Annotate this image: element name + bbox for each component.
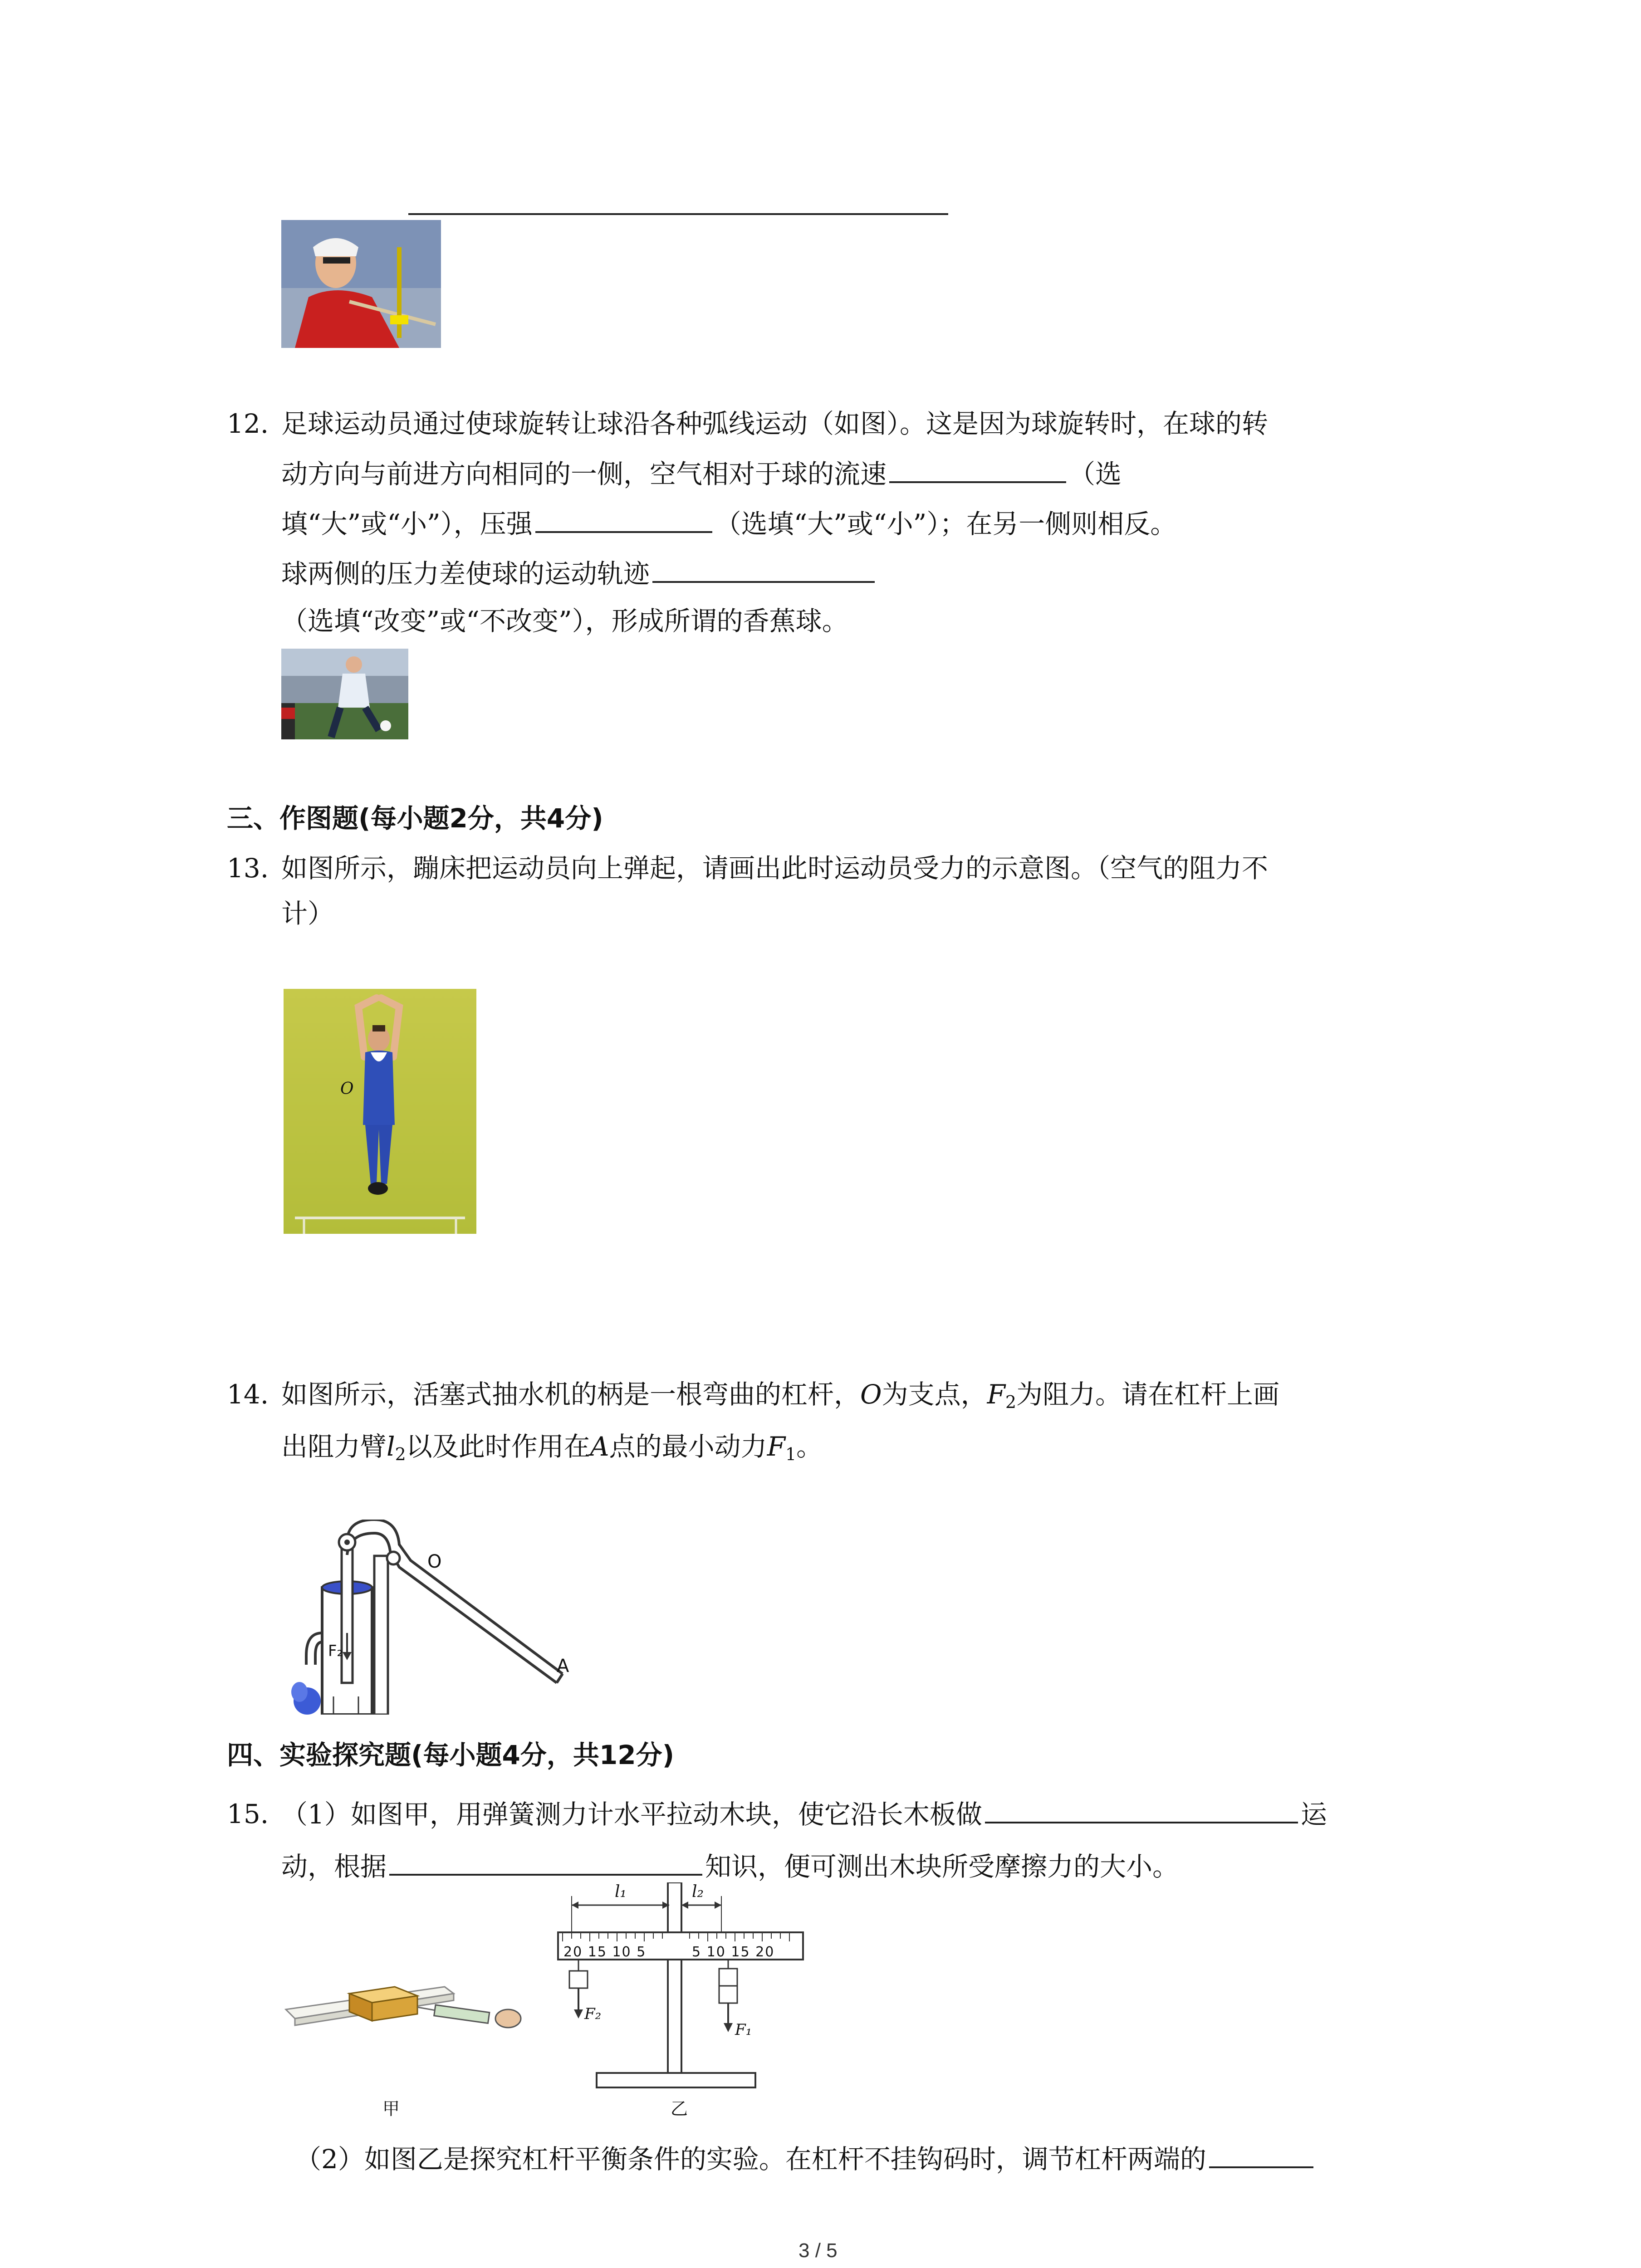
q12-line-3 (281, 510, 1176, 537)
archer-photo (281, 220, 441, 348)
figure-jia-friction (281, 1960, 535, 2096)
pump-f2-label: F₂ (328, 1642, 343, 1660)
q15-line-3-text: （2）如图乙是探究杠杆平衡条件的实验。在杠杆不挂钩码时，调节杠杆两端的 (295, 2144, 1206, 2175)
q15-blank-adjust[interactable] (1209, 2146, 1313, 2168)
lever-f2-label: F₂ (584, 2005, 602, 2023)
q13-line-1: 如图所示，蹦床把运动员向上弹起，请画出此时运动员受力的示意图。（空气的阻力不 (281, 853, 1269, 884)
trampoline-photo (284, 989, 476, 1234)
q12-line-4-text: 球两侧的压力差使球的运动轨迹 (281, 558, 650, 589)
q12-line-3-text: 填“大”或“小”），压强 (281, 508, 533, 539)
q11-answer-blank[interactable] (408, 213, 948, 215)
q14-line-1-a: 如图所示，活塞式抽水机的柄是一根弯曲的杠杆， (281, 1379, 861, 1410)
q15-blank-knowledge[interactable] (389, 1853, 702, 1876)
lever-f1-label: F₁ (735, 2021, 752, 2039)
q14-line-2-a: 出阻力臂 (281, 1431, 387, 1462)
page-number: 3 / 5 (798, 2239, 838, 2262)
q14-line-2-d: 。 (796, 1431, 823, 1462)
q14-f2-subscript: 2 (1005, 1392, 1017, 1412)
ruler-tick-label: 15 (731, 1944, 750, 1960)
ruler-tick-label: 20 (755, 1944, 775, 1960)
q14-number: 14. (227, 1379, 269, 1410)
section-4-title: 四、实验探究题(每小题4分，共12分) (227, 1740, 675, 1770)
q12-line-2-tail: （选 (1069, 459, 1122, 489)
q14-line-2-b: 以及此时作用在 (406, 1431, 590, 1462)
q15-line-1 (281, 1801, 1327, 1828)
figure-yi-lever (554, 1882, 808, 2091)
q14-line-1-c: 为阻力。请在杠杆上画 (1016, 1379, 1280, 1410)
q14-line-1-b: 为支点， (882, 1379, 987, 1410)
pump-fulcrum-o-label: O (427, 1551, 442, 1572)
figure-jia-label: 甲 (382, 2099, 400, 2119)
q15-line-2-a: 动，根据 (281, 1851, 387, 1882)
lever-l2-label: l₂ (692, 1882, 704, 1901)
ruler-tick-label: 5 (692, 1944, 702, 1960)
q14-f1-symbol: F (767, 1431, 785, 1462)
ruler-tick-labels-right (692, 1944, 774, 1960)
q12-blank-flow-speed[interactable] (889, 460, 1066, 483)
ruler-tick-label: 10 (612, 1944, 632, 1960)
q12-line-5: （选填“改变”或“不改变”），形成所谓的香蕉球。 (281, 606, 848, 636)
q13-line-2: 计） (281, 898, 334, 929)
ruler-tick-label: 20 (563, 1944, 583, 1960)
q15-line-2-b: 知识，便可测出木块所受摩擦力的大小。 (705, 1851, 1179, 1882)
q14-line-1 (281, 1381, 1279, 1411)
q15-blank-motion-type[interactable] (985, 1801, 1298, 1823)
q12-blank-trajectory[interactable] (652, 560, 875, 583)
q14-l2-subscript: 2 (395, 1444, 406, 1464)
q14-f1-subscript: 1 (785, 1444, 797, 1464)
section-3-title: 三、作图题(每小题2分，共4分) (227, 803, 603, 834)
ruler-tick-label: 15 (588, 1944, 607, 1960)
q14-line-2 (281, 1433, 823, 1463)
q12-blank-pressure[interactable] (535, 510, 712, 533)
figure-yi-label: 乙 (671, 2099, 688, 2119)
q14-o-symbol: O (860, 1379, 882, 1410)
q12-line-2 (281, 460, 1122, 487)
soccer-photo (281, 649, 408, 739)
q14-a-symbol: A (590, 1431, 609, 1462)
q15-line-2 (281, 1853, 1179, 1880)
q14-f2-symbol: F (987, 1379, 1005, 1410)
q15-line-3 (295, 2144, 1316, 2175)
q15-line-1-b: 运 (1300, 1799, 1327, 1830)
q15-line-1-a: （1）如图甲，用弹簧测力计水平拉动木块，使它沿长木板做 (281, 1799, 982, 1830)
pump-point-a-label: A (557, 1656, 569, 1677)
q13-number: 13. (227, 853, 269, 884)
q12-line-4 (281, 560, 877, 587)
q12-number: 12. (227, 408, 269, 439)
q15-number: 15. (227, 1799, 269, 1829)
lever-l1-label: l₁ (615, 1882, 627, 1901)
q12-line-3-tail: （选填“大”或“小”）；在另一侧则相反。 (715, 508, 1177, 539)
ruler-tick-labels-left (563, 1944, 646, 1960)
ruler-tick-label: 10 (706, 1944, 726, 1960)
q14-line-2-c: 点的最小动力 (609, 1431, 767, 1462)
q14-l2-symbol: l (387, 1431, 395, 1462)
ruler-tick-label: 5 (637, 1944, 647, 1960)
q13-point-o-label: O (340, 1080, 354, 1098)
water-pump-figure (279, 1520, 597, 1715)
q12-line-2-text: 动方向与前进方向相同的一侧，空气相对于球的流速 (281, 459, 887, 489)
q12-line-1: 足球运动员通过使球旋转让球沿各种弧线运动（如图）。这是因为球旋转时，在球的转 (281, 408, 1269, 439)
